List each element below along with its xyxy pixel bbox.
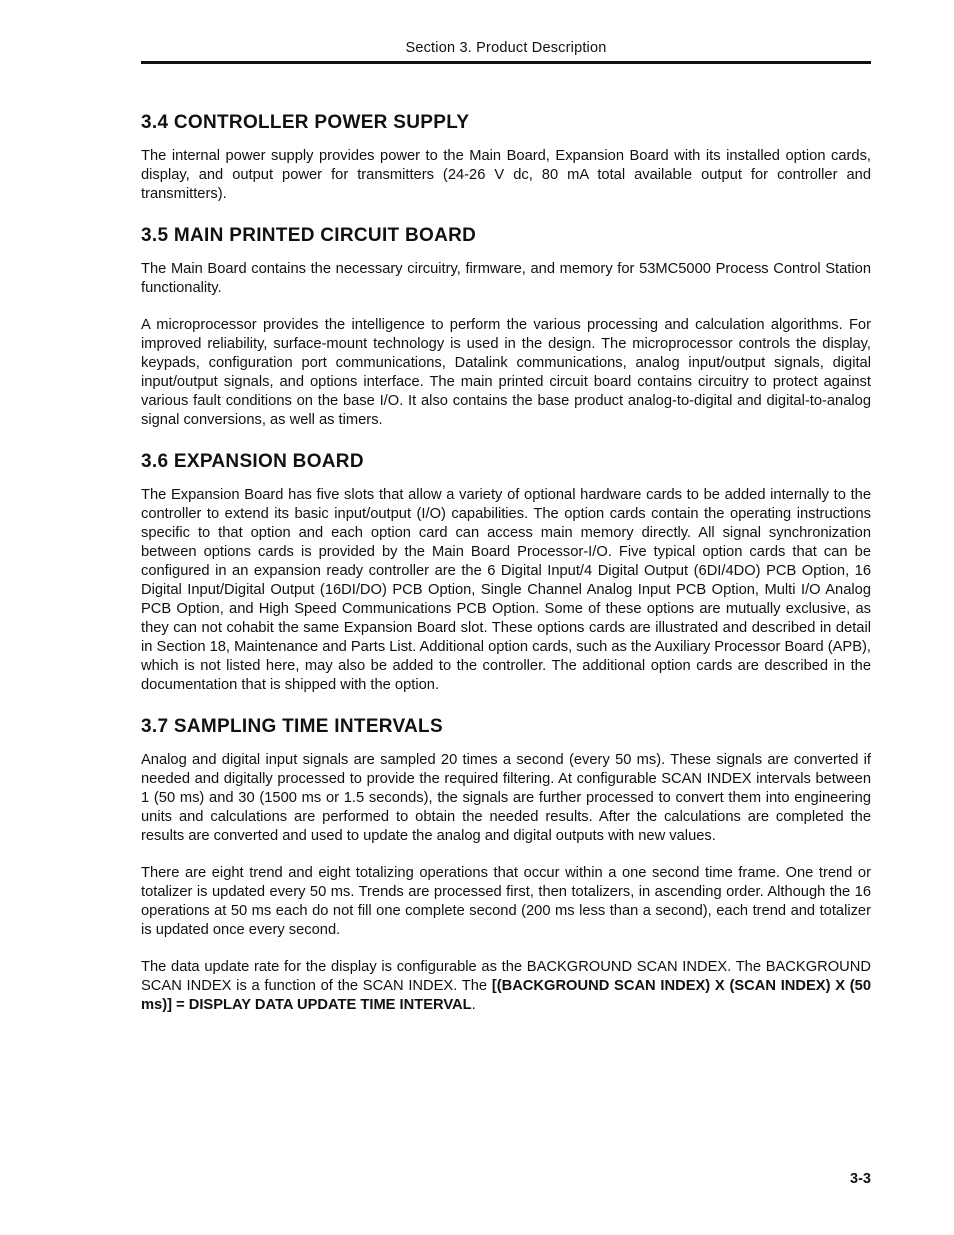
paragraph-display-update xyxy=(141,958,871,1015)
page-content xyxy=(141,111,871,1033)
section-heading: 3.7 SAMPLING TIME INTERVALS xyxy=(141,716,443,737)
section-3-7 xyxy=(141,715,871,1015)
paragraph: The internal power supply provides power to the Main Board, Expansion Board with its installed option cards, display, and output power for transmitters (24-26 V dc, 80 mA total available output for controller and transmitters). xyxy=(141,148,871,202)
section-heading: 3.4 CONTROLLER POWER SUPPLY xyxy=(141,112,470,133)
section-3-4 xyxy=(141,111,871,204)
paragraph: A microprocessor provides the intelligence to perform the various processing and calculation algorithms. For improved reliability, surface-mount technology is used in the design. The microprocessor controls the display, keypads, configuration port communications, Datalink communications, analog input/output signals, digital input/output signals, and options interface. The main printed circuit board contains circuitry to protect against various fault conditions on the base I/O. It also contains the base product analog-to-digital and digital-to-analog signal conversions, as well as timers. xyxy=(141,317,871,428)
paragraph: There are eight trend and eight totalizing operations that occur within a one second time frame. One trend or totalizer is updated every 50 ms. Trends are processed first, then totalizers, in ascending order. Although the 16 operations at 50 ms each do not fill one complete second (200 ms less than a second), each trend and totalizer is updated once every second. xyxy=(141,865,871,938)
paragraph-end: . xyxy=(471,997,476,1013)
paragraph: The Expansion Board has five slots that allow a variety of optional hardware cards to be added internally to the controller to extend its basic input/output (I/O) capabilities. The option cards contain the operating instructions specific to that option and each option card can access main memory directly. All signal synchronization between options cards is provided by the Main Board Processor-I/O. Five typical option cards that can be configured in an expansion ready controller are the 6 Digital Input/4 Digital Output (6DI/4DO) PCB Option, 16 Digital Input/Digital Output (16DI/DO) PCB Option, Single Channel Analog Input PCB Option, Multi I/O Analog PCB Option, and High Speed Communications PCB Option. Some of these options are mutually exclusive, as they can not cohabit the same Expansion Board slot. These options cards are illustrated and described in detail in Section 18, Maintenance and Parts List. Additional option cards, such as the Auxiliary Processor Board (APB), which is not listed here, may also be added to the controller. The additional option cards are described in the documentation that is shipped with the option. xyxy=(141,487,871,693)
paragraph-text: The data update rate for the display is configurable as the BACKGROUND SCAN INDEX. The BACKGROUND SCAN INDEX is a function of the SCAN INDEX. The xyxy=(141,959,871,994)
section-heading: 3.6 EXPANSION BOARD xyxy=(141,451,364,472)
section-3-6 xyxy=(141,450,871,695)
running-header: Section 3. Product Description xyxy=(405,40,607,56)
section-heading: 3.5 MAIN PRINTED CIRCUIT BOARD xyxy=(141,225,477,246)
header-rule xyxy=(141,61,871,64)
formula-bold: [(BACKGROUND SCAN INDEX) X (SCAN INDEX) X (50 ms)] = DISPLAY DATA UPDATE TIME INTERVAL xyxy=(141,978,871,1013)
paragraph: Analog and digital input signals are sampled 20 times a second (every 50 ms). These signals are converted if needed and digitally processed to provide the required filtering. At configurable SCAN INDEX intervals between 1 (50 ms) and 30 (1500 ms or 1.5 seconds), the signals are further processed to convert them into engineering units and calculations are performed to obtain the needed results. After the calculations are completed the results are converted and used to update the analog and digital outputs with new values. xyxy=(141,752,871,844)
page-number: 3-3 xyxy=(850,1171,871,1187)
paragraph: The Main Board contains the necessary circuitry, firmware, and memory for 53MC5000 Process Control Station functionality. xyxy=(141,261,871,296)
section-3-5 xyxy=(141,224,871,430)
